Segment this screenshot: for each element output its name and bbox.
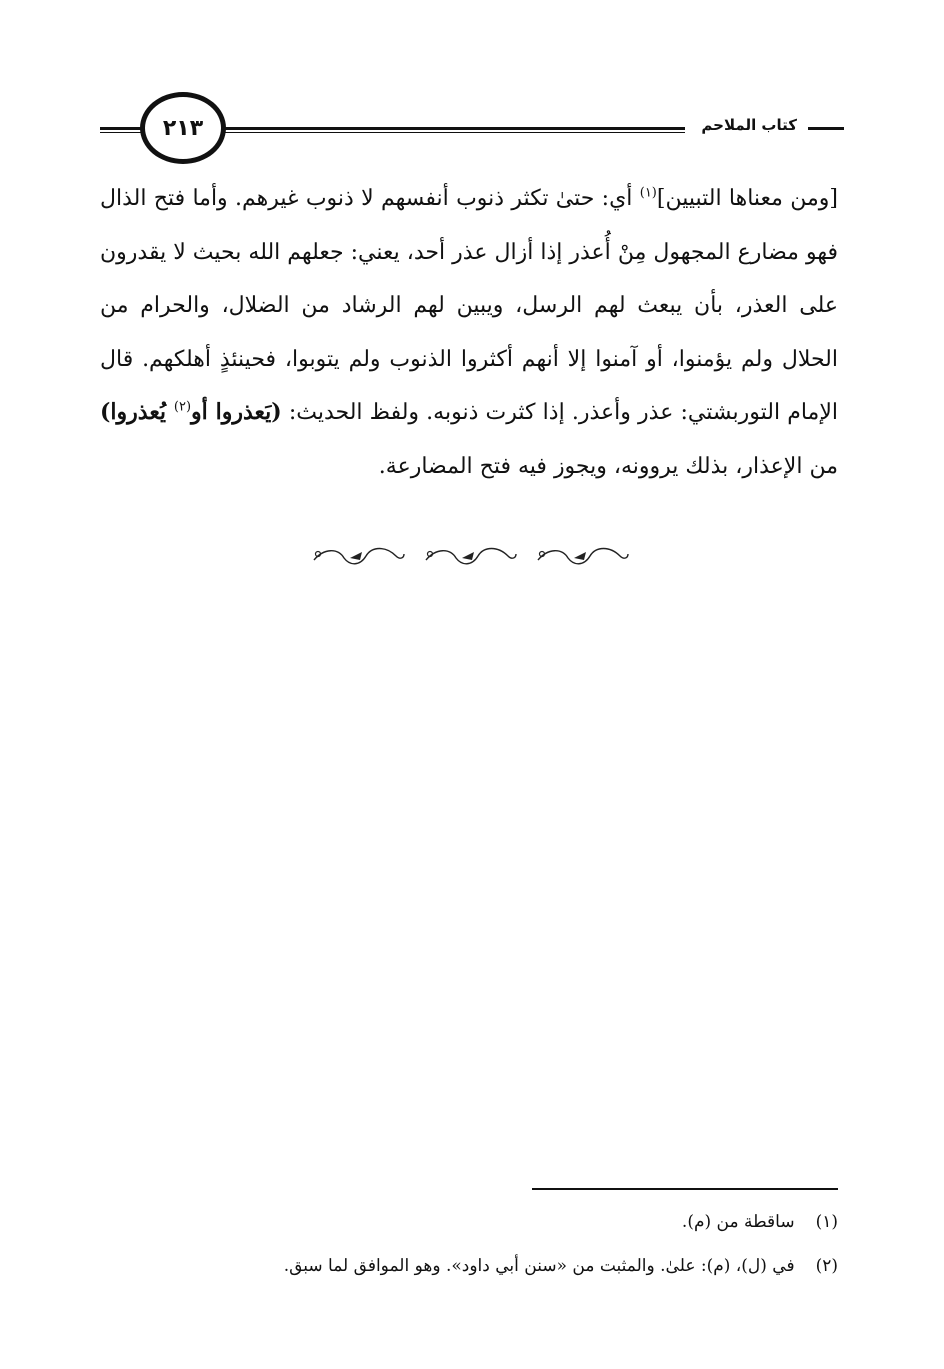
page-number-badge bbox=[140, 92, 226, 164]
footnote-reference-1[interactable]: (١) bbox=[639, 185, 657, 201]
footnote-number: (٢) bbox=[815, 1256, 838, 1276]
ornament-flourish-icon bbox=[422, 544, 518, 570]
footnote-reference-2[interactable]: (٢) bbox=[173, 399, 192, 415]
hadith-term-2: يُعذروا) bbox=[100, 399, 174, 425]
footnote-text: ساقطة من (م). bbox=[681, 1212, 795, 1232]
ornament-flourish-icon bbox=[310, 544, 406, 570]
body-text-part-3: من الإعذار، بذلك يروونه، ويجوز فيه فتح المضارعة. bbox=[378, 453, 838, 479]
footnote-text: في (ل)، (م): علىٰ. والمثبت من «سنن أبي داود». وهو الموافق لما سبق. bbox=[283, 1256, 795, 1276]
header-rule-right bbox=[220, 127, 685, 133]
ornament-flourish-icon bbox=[534, 544, 630, 570]
hadith-term-1: (يَعذروا أو bbox=[191, 399, 282, 425]
footnote-separator bbox=[532, 1188, 838, 1190]
running-title-dash bbox=[808, 127, 844, 130]
footnote-number: (١) bbox=[815, 1212, 838, 1232]
footnote-1 bbox=[120, 1200, 838, 1244]
section-ornament bbox=[310, 540, 630, 574]
footnote-2 bbox=[120, 1244, 838, 1288]
page-number: ٢١٣ bbox=[162, 115, 204, 141]
page-header bbox=[100, 90, 844, 170]
body-paragraph bbox=[100, 172, 838, 493]
body-text-part-1: [ومن معناها التبيين] bbox=[656, 186, 838, 211]
body-text bbox=[100, 172, 838, 493]
body-text-part-2: أي: حتىٰ تكثر ذنوب أنفسهم لا ذنوب غيرهم. وأما فتح الذال فهو مضارع المجهول مِنْ أُعذر إذا أزال عذر أحد، يعني: جعلهم الله بحيث لا يقدرون على العذر، بأن يبعث لهم الرسل، ويبين لهم الرشاد من الضلال، والحرام من الحلال ولم يؤمنوا، أو آمنوا إلا أنهم أكثروا الذنوب ولم يتوبوا، فحينئذٍ أهلكهم. قال الإمام التوربشتي: عذر وأعذر. إذا كثرت ذنوبه. ولفظ الحديث: bbox=[100, 186, 838, 425]
running-title: كتاب الملاحم bbox=[696, 116, 802, 134]
footnotes bbox=[120, 1200, 838, 1288]
